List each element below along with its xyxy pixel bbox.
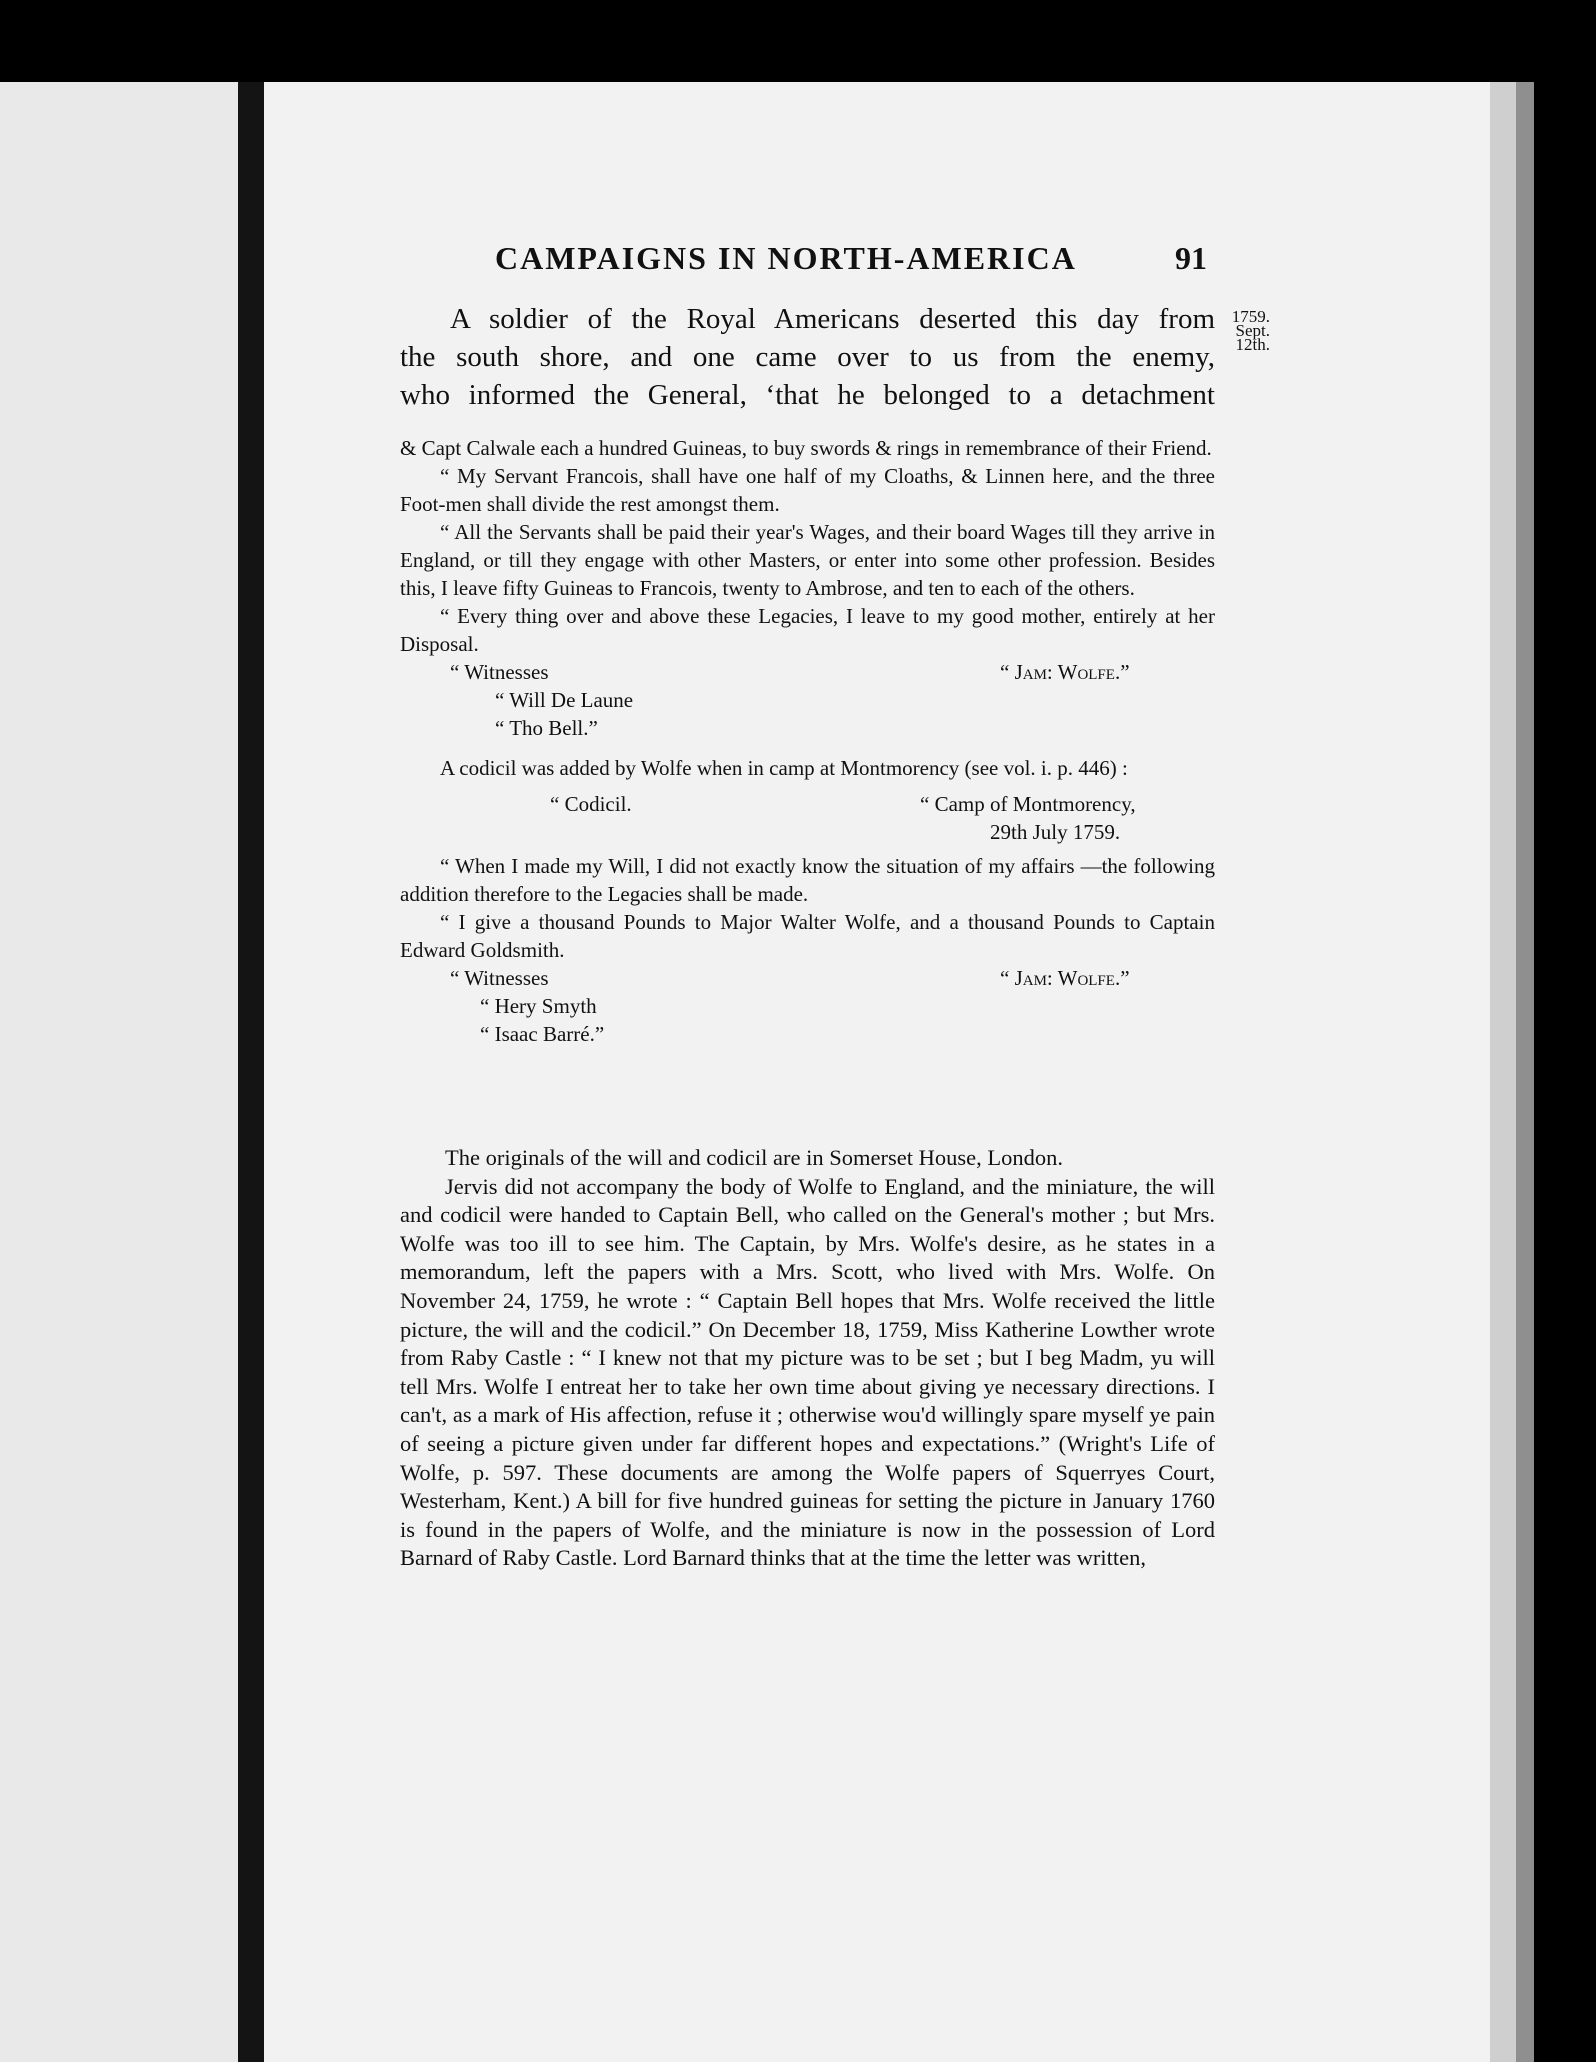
margin-date-note — [1220, 307, 1270, 354]
witness-name: “ Isaac Barré.” — [480, 1022, 605, 1046]
intro-paragraph — [400, 300, 1215, 414]
witness-row — [400, 992, 1215, 1020]
witness-row — [400, 714, 1215, 742]
signature-row — [400, 658, 1215, 686]
signature-row — [400, 964, 1215, 992]
witness-name: “ Tho Bell.” — [495, 716, 598, 740]
intro-line: who informed the General, ‘that he belonged to a detachment — [400, 379, 1215, 411]
codicil-date: 29th July 1759. — [990, 820, 1121, 844]
footnote-paragraph: “ My Servant Francois, shall have one half of my Cloaths, & Linnen here, and the three Foot-men shall divide the rest amongst them. — [400, 464, 1215, 516]
witness-name: “ Hery Smyth — [480, 994, 597, 1018]
footnote-paragraph: & Capt Calwale each a hundred Guineas, to buy swords & rings in remembrance of their Friend. — [400, 436, 1212, 460]
body-paragraph: Jervis did not accompany the body of Wolfe to England, and the miniature, the will and codicil were handed to Captain Bell, who called on the General's mother ; but Mrs. Wolfe was too ill to see him. The Captain, by Mrs. Wolfe's desire, as he states in a memorandum, left the papers with a Mrs. Scott, who lived with Mrs. Wolfe. On November 24, 1759, he wrote : “ Captain Bell hopes that Mrs. Wolfe received the little picture, the will and the codicil.” On December 18, 1759, Miss Katherine Lowther wrote from Raby Castle : “ I knew not that my picture was to be set ; but I beg Madm, yu will tell Mrs. Wolfe I entreat her to take her own time about giving ye necessary directions. I can't, as a mark of His affection, refuse it ; otherwise wou'd willingly spare myself ye pain of seeing a picture given under far different hopes and expectations.” (Wright's Life of Wolfe, p. 597. These documents are among the Wolfe papers of Squerryes Court, Westerham, Kent.) A bill for five hundred guineas for setting the picture in January 1760 is found in the papers of Wolfe, and the miniature is now in the possession of Lord Barnard of Raby Castle. Lord Barnard thinks that at the time the letter was written, — [400, 1173, 1215, 1571]
intro-line: the south shore, and one came over to us from the enemy, — [400, 341, 1215, 373]
margin-year: 1759. — [1231, 307, 1270, 326]
intro-line: A soldier of the Royal Americans deserted this day from — [450, 303, 1215, 335]
signature: “ Jam: Wolfe.” — [1000, 660, 1130, 684]
witnesses-label: “ Witnesses — [450, 660, 549, 684]
codicil-heading-row — [400, 790, 1215, 818]
witness-name: “ Will De Laune — [495, 688, 634, 712]
body-text — [400, 1144, 1215, 1573]
witness-row — [400, 686, 1215, 714]
witnesses-label: “ Witnesses — [450, 966, 549, 990]
footnote-paragraph: “ Every thing over and above these Legacies, I leave to my good mother, entirely at her Disposal. — [400, 604, 1215, 656]
margin-month: Sept. — [1235, 321, 1270, 340]
footnote-block — [400, 434, 1215, 1048]
page-number: 91 — [1175, 240, 1207, 276]
codicil-label: “ Codicil. — [550, 792, 632, 816]
page-edge-shadow — [1516, 82, 1534, 2062]
codicil-place: “ Camp of Montmorency, — [920, 792, 1136, 816]
signature: “ Jam: Wolfe.” — [1000, 966, 1130, 990]
left-page-edge — [0, 82, 238, 2062]
scan-border — [1534, 82, 1596, 2062]
body-paragraph: The originals of the will and codicil are in Somerset House, London. — [445, 1145, 1063, 1170]
margin-day: 12th. — [1235, 335, 1270, 354]
running-head: CAMPAIGNS IN NORTH-AMERICA — [495, 240, 1077, 276]
book-spine — [238, 82, 264, 2062]
witness-row — [400, 1020, 1215, 1048]
codicil-date-row — [400, 818, 1215, 846]
page-edge — [1490, 82, 1516, 2062]
footnote-paragraph: “ All the Servants shall be paid their year's Wages, and their board Wages till they arrive in England, or till they engage with other Masters, or enter into some other profession. Besides this, I leave fifty Guineas to Francois, twenty to Ambrose, and ten to each of the others. — [400, 520, 1215, 600]
footnote-paragraph: “ When I made my Will, I did not exactly know the situation of my affairs —the following addition therefore to the Legacies shall be made. — [400, 854, 1215, 906]
footnote-paragraph: “ I give a thousand Pounds to Major Walter Wolfe, and a thousand Pounds to Captain Edward Goldsmith. — [400, 910, 1215, 962]
codicil-intro: A codicil was added by Wolfe when in camp at Montmorency (see vol. i. p. 446) : — [440, 756, 1128, 780]
